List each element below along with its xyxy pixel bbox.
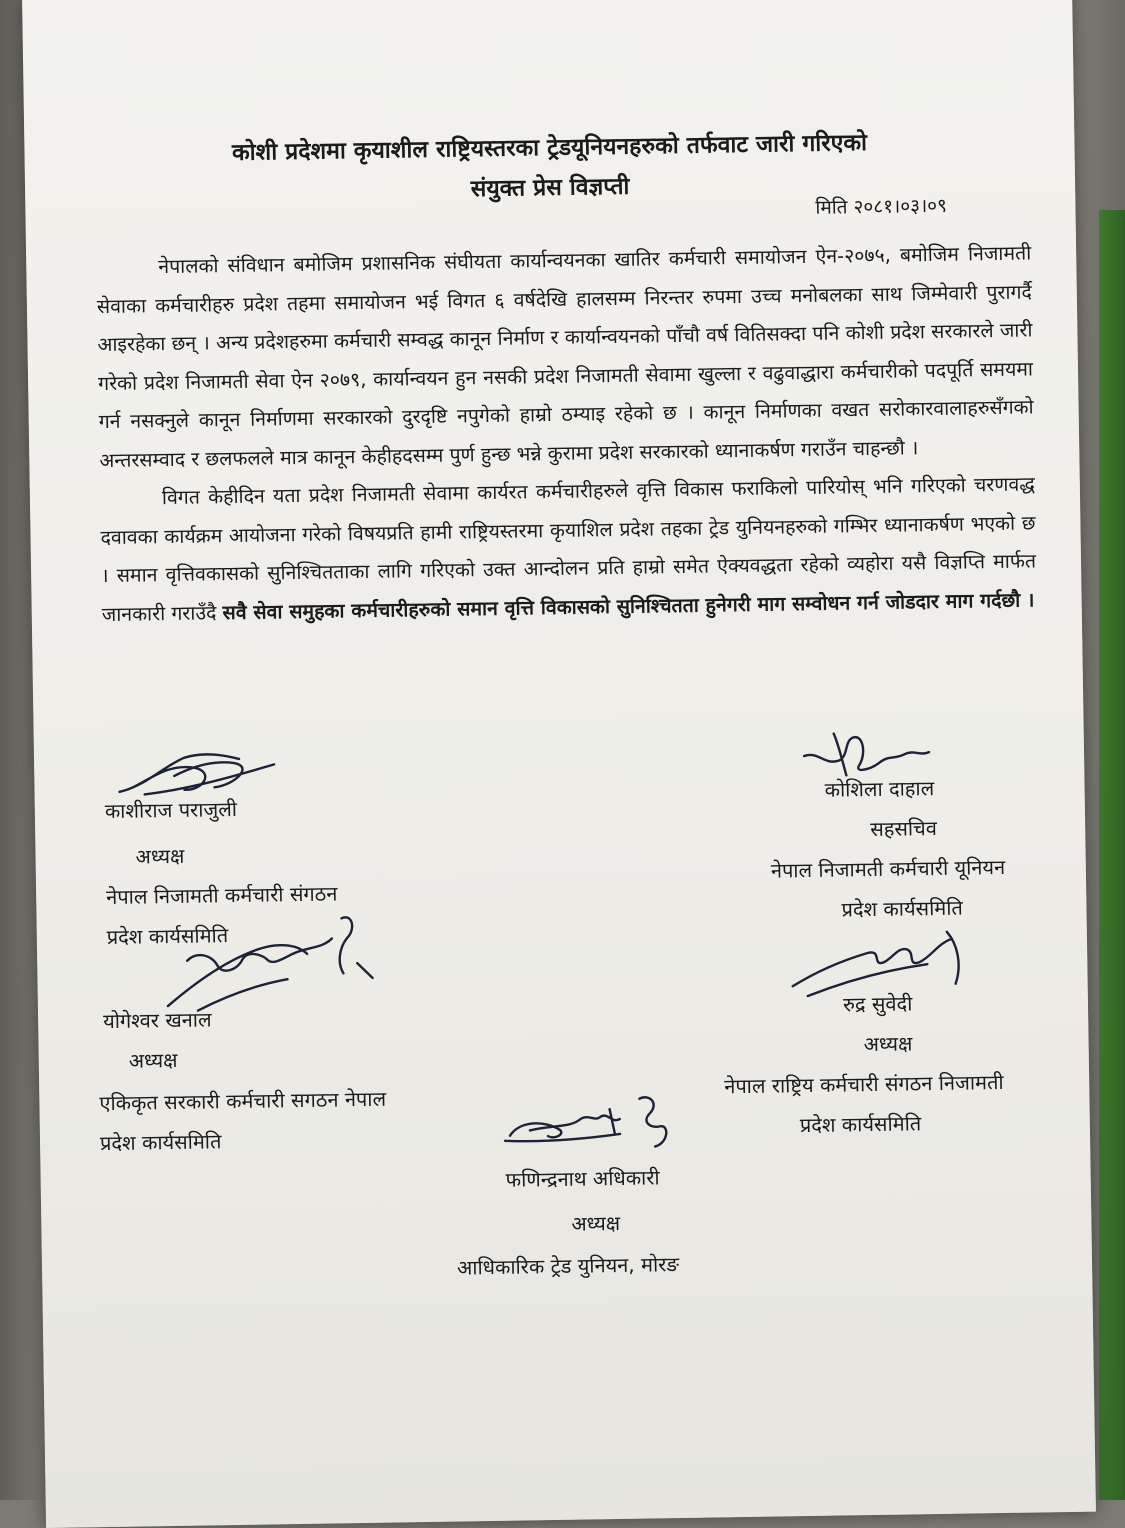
signatory-1-name: काशीराज पराजुली	[104, 796, 238, 824]
signatory-4-role: अध्यक्ष	[863, 1031, 913, 1057]
document-title-line2: संयुक्त प्रेस विज्ञप्ती	[470, 173, 630, 203]
document-date: मिति २०८१।०३।०९	[815, 194, 948, 219]
signatory-5-name: फणिन्द्रनाथ अधिकारी	[505, 1165, 660, 1192]
signature-5-image	[499, 1088, 680, 1161]
signatory-4-committee: प्रदेश कार्यसमिति	[799, 1111, 922, 1138]
signatory-3-role: अध्यक्ष	[128, 1047, 178, 1073]
paragraph-2	[100, 465, 1037, 634]
signature-3-image	[156, 908, 388, 1022]
signatory-5-role: अध्यक्ष	[571, 1211, 621, 1236]
signatory-2-role: सहसचिव	[870, 815, 938, 842]
signatory-2-committee: प्रदेश कार्यसमिति	[841, 895, 963, 922]
signatory-3-org: एकिकृत सरकारी कर्मचारी सगठन नेपाल	[99, 1086, 387, 1116]
paragraph-1: नेपालको संविधान बमोजिम प्रशासनिक संघीयता कार्यान्वयनका खातिर कर्मचारी समायोजन ऐन-२०७५, बमोजिम निजामती सेवाका कर्मचारीहरु प्रदेश तहमा समायोजन भई विगत ६ वर्षदेखि हालसम्म निरन्तर रुपमा उच्च मनोबलका साथ जिम्मेवारी पुरागर्दै आइरहेका छन् । अन्य प्रदेशहरुमा कर्मचारी सम्वद्ध कानून निर्माण र कार्यान्वयनको पाँचौ वर्ष वितिसक्दा पनि कोशी प्रदेश सरकारले जारी गरेको प्रदेश निजामती सेवा ऐन २०७९, कार्यान्वयन हुन नसकी प्रदेश निजामती सेवामा खुल्ला र वढुवाद्धारा कर्मचारीको पदपूर्ति समयमा गर्न नसक्नुले कानून निर्माणमा सरकारको दुरदृष्टि नपुगेको हाम्रो ठम्याइ रहेको छ । कानून निर्माणका वखत सरोकारवालाहरुसँगको अन्तरसम्वाद र छलफलले मात्र कानून केहीहदसम्म पुर्ण हुन्छ भन्ने कुरामा प्रदेश सरकारको ध्यानाकर्षण गराउँन चाहन्छौ ।	[96, 241, 1034, 472]
signatory-1-committee: प्रदेश कार्यसमिति	[106, 923, 229, 950]
paragraph-2-bold-demand: सवै सेवा समुहका कर्मचारीहरुको समान वृत्ति विकासको सुनिश्चितता हुनेगरी माग सम्वोधन गर्न जोडदार माग गर्दछौ ।	[222, 587, 1035, 624]
signatory-2-org: नेपाल निजामती कर्मचारी यूनियन	[770, 854, 1006, 883]
document-title-line1: कोशी प्रदेशमा कृयाशील राष्ट्रियस्तरका ट्रेडयूनियनहरुको तर्फवाट जारी गरिएको	[231, 129, 868, 166]
signatory-3-committee: प्रदेश कार्यसमिति	[99, 1129, 222, 1156]
signatory-1-role: अध्यक्ष	[135, 843, 185, 869]
background-green-cloth	[1099, 210, 1125, 1500]
paragraph-2-text: विगत केहीदिन यता प्रदेश निजामती सेवामा कार्यरत कर्मचारीहरुले वृत्ति विकास फराकिलो पारियोस् भनि गरिएको चरणवद्ध दवावका कार्यक्रम आयोजना गरेको विषयप्रति हामी राष्ट्रियस्तरमा कृयाशिल प्रदेश तहका ट्रेड युनियनहरुको गम्भिर ध्यानाकर्षण भएको छ । समान वृत्तिवकासको सुनिश्चितताका लागि गरिएको उक्त आन्दोलन प्रति हाम्रो समेत ऐक्यवद्धता रहेको व्यहोरा यसै विज्ञप्ति मार्फत जानकारी गराउँदै	[100, 472, 1037, 626]
signatory-4-org: नेपाल राष्ट्रिय कर्मचारी संगठन निजामती	[724, 1069, 1004, 1099]
press-release-body	[96, 234, 1037, 634]
signatory-1-org: नेपाल निजामती कर्मचारी संगठन	[106, 881, 338, 910]
press-release-sheet	[22, 0, 1096, 1528]
signatory-5-org: आधिकारिक ट्रेड युनियन, मोरङ	[456, 1252, 680, 1280]
signatory-3-name: योगेश्वर खनाल	[102, 1007, 212, 1034]
signatory-2-name: कोशिला दाहाल	[824, 776, 935, 802]
signatory-4-name: रुद्र सुवेदी	[842, 991, 913, 1017]
